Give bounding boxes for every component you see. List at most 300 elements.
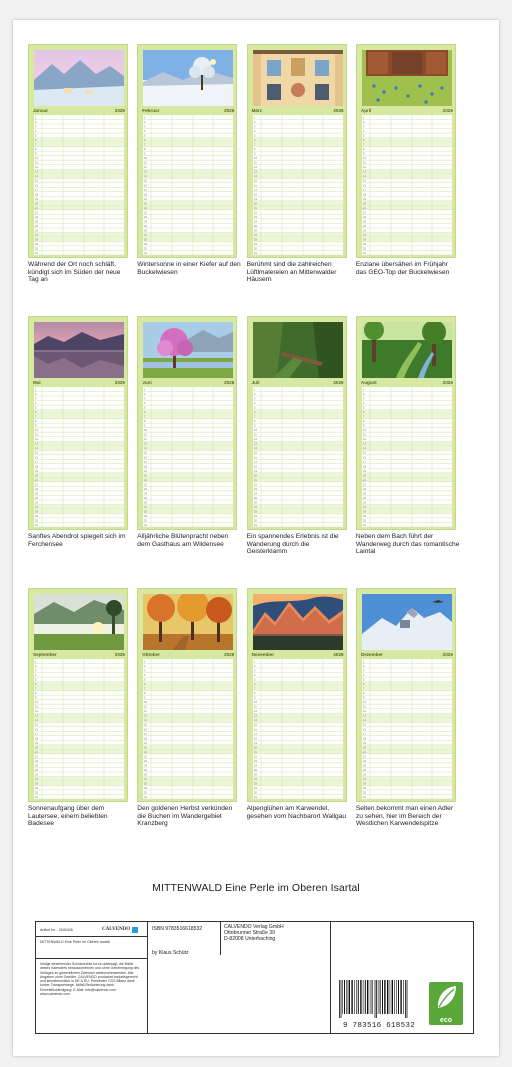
- svg-text:22: 22: [362, 483, 366, 487]
- svg-text:9: 9: [35, 152, 37, 156]
- svg-text:12: 12: [35, 166, 38, 170]
- svg-text:24: 24: [362, 220, 366, 224]
- svg-text:20: 20: [35, 474, 38, 478]
- svg-text:16: 16: [253, 184, 257, 188]
- svg-text:14: 14: [362, 175, 366, 179]
- svg-text:5: 5: [362, 134, 365, 138]
- svg-text:5: 5: [144, 134, 146, 138]
- svg-text:5: 5: [362, 406, 365, 410]
- month-year: 2026: [224, 107, 235, 113]
- svg-text:26: 26: [362, 773, 366, 777]
- svg-text:20: 20: [362, 746, 366, 750]
- svg-text:23: 23: [35, 487, 38, 491]
- svg-text:15: 15: [35, 179, 38, 183]
- svg-text:31: 31: [362, 252, 366, 255]
- day-rows: [362, 387, 452, 527]
- svg-text:19: 19: [253, 197, 257, 201]
- svg-text:18: 18: [362, 193, 366, 197]
- svg-text:14: 14: [35, 447, 38, 451]
- svg-text:28: 28: [253, 510, 257, 514]
- divider: [220, 922, 221, 955]
- svg-text:18: 18: [253, 465, 257, 469]
- month-cell: [28, 316, 128, 588]
- svg-text:2: 2: [35, 393, 37, 397]
- svg-text:9: 9: [35, 424, 37, 428]
- svg-text:25: 25: [144, 224, 148, 228]
- svg-text:6: 6: [253, 411, 256, 415]
- svg-text:26: 26: [253, 773, 257, 777]
- svg-text:20: 20: [35, 202, 38, 206]
- month-photo-image: [143, 322, 233, 378]
- svg-text:31: 31: [35, 252, 38, 255]
- svg-text:23: 23: [362, 487, 366, 491]
- svg-text:22: 22: [362, 755, 366, 759]
- month-year: 2026: [333, 651, 344, 657]
- svg-text:12: 12: [253, 438, 257, 442]
- month-name: Januar: [33, 107, 49, 113]
- svg-text:21: 21: [144, 206, 148, 210]
- svg-text:5: 5: [35, 406, 37, 410]
- svg-text:23: 23: [253, 759, 257, 763]
- svg-text:5: 5: [362, 678, 365, 682]
- svg-text:18: 18: [35, 465, 38, 469]
- svg-text:28: 28: [362, 238, 366, 242]
- svg-text:7: 7: [253, 687, 256, 691]
- svg-text:18: 18: [144, 193, 148, 197]
- divider: [36, 936, 147, 937]
- svg-text:9: 9: [253, 152, 256, 156]
- svg-text:20: 20: [253, 474, 257, 478]
- svg-text:3: 3: [362, 669, 365, 673]
- footer-middle-column: [148, 922, 331, 1033]
- svg-text:6: 6: [362, 139, 365, 143]
- publisher-address: [224, 924, 328, 942]
- svg-text:7: 7: [362, 687, 365, 691]
- svg-text:29: 29: [253, 786, 257, 790]
- svg-text:29: 29: [35, 514, 38, 518]
- svg-text:22: 22: [144, 755, 148, 759]
- svg-text:12: 12: [144, 710, 148, 714]
- svg-text:8: 8: [362, 420, 365, 424]
- svg-text:10: 10: [144, 429, 148, 433]
- publisher-line: Ottobrunner Straße 39: [224, 930, 275, 936]
- day-grid: [34, 115, 124, 255]
- svg-text:6: 6: [362, 683, 365, 687]
- svg-text:13: 13: [35, 170, 38, 174]
- month-photo: [362, 322, 452, 378]
- product-line: MITTENWALD Eine Perle im Oberen Isartal: [40, 940, 110, 944]
- month-photo: [362, 594, 452, 650]
- svg-text:17: 17: [253, 188, 257, 192]
- svg-text:2: 2: [362, 665, 365, 669]
- month-year: 2026: [442, 651, 453, 657]
- svg-text:5: 5: [144, 406, 146, 410]
- svg-text:21: 21: [253, 750, 257, 754]
- svg-text:13: 13: [35, 714, 38, 718]
- footer-panel: [35, 921, 474, 1034]
- svg-text:2: 2: [362, 121, 365, 125]
- legal-text: Infolge bestehender Schutzrechte ist es untersagt, die Bilder dieses Kalenders herauszutrennen und ohne Genehmigung des Verlages zu gewerblichen Zwecken weiterzuverwenden. Alle Angaben ohne Gewähr. CALVENDO produziert bedarfsgerecht und klimafreundlich in DE & EU. Preisindex CO2-Bilanz dank kurzer Transportwege. Abfall-Reduzierung dank Einzelstückfertigung. E-Mail: info@calvendo.com · www.calvendo.com: [40, 962, 140, 997]
- svg-text:20: 20: [362, 474, 366, 478]
- svg-text:27: 27: [144, 505, 148, 509]
- svg-text:31: 31: [362, 796, 366, 799]
- month-photo-image: [362, 594, 452, 650]
- svg-text:24: 24: [144, 492, 148, 496]
- svg-text:22: 22: [253, 211, 257, 215]
- svg-text:26: 26: [144, 773, 148, 777]
- publisher-line: CALVENDO Verlag GmbH: [224, 924, 284, 930]
- svg-text:11: 11: [144, 433, 147, 437]
- day-rows: [143, 659, 233, 799]
- svg-text:26: 26: [362, 501, 366, 505]
- svg-text:16: 16: [144, 728, 148, 732]
- svg-text:2: 2: [362, 393, 365, 397]
- svg-text:28: 28: [253, 238, 257, 242]
- svg-text:22: 22: [253, 483, 257, 487]
- svg-text:9: 9: [362, 152, 365, 156]
- svg-text:27: 27: [362, 777, 366, 781]
- svg-text:12: 12: [362, 710, 366, 714]
- svg-text:2: 2: [35, 121, 37, 125]
- svg-text:24: 24: [35, 220, 38, 224]
- day-rows: [143, 115, 233, 255]
- month-header: [361, 106, 453, 114]
- svg-text:2: 2: [144, 665, 146, 669]
- month-header: [361, 378, 453, 386]
- day-rows: [34, 115, 124, 255]
- svg-text:1: 1: [362, 116, 365, 120]
- svg-text:4: 4: [253, 674, 256, 678]
- svg-text:25: 25: [144, 768, 148, 772]
- month-header: [33, 106, 125, 114]
- svg-text:17: 17: [144, 460, 148, 464]
- svg-text:15: 15: [362, 723, 366, 727]
- svg-text:29: 29: [144, 514, 148, 518]
- svg-text:9: 9: [35, 696, 37, 700]
- svg-text:11: 11: [35, 433, 38, 437]
- svg-text:31: 31: [144, 252, 148, 255]
- svg-text:3: 3: [362, 397, 365, 401]
- svg-text:18: 18: [144, 465, 148, 469]
- svg-text:14: 14: [253, 175, 257, 179]
- svg-text:19: 19: [144, 469, 148, 473]
- month-caption: Sonnenaufgang über dem Lautersee, einem beliebten Badesee: [28, 805, 108, 828]
- svg-text:22: 22: [144, 483, 148, 487]
- month-photo-image: [143, 50, 233, 106]
- svg-text:20: 20: [253, 202, 257, 206]
- svg-text:2: 2: [253, 393, 256, 397]
- month-caption: Den goldenen Herbst verkünden die Buchen im Wandergebiet Kranzberg: [137, 805, 233, 828]
- svg-text:21: 21: [144, 750, 148, 754]
- svg-text:3: 3: [35, 125, 37, 129]
- svg-text:10: 10: [362, 701, 366, 705]
- svg-text:10: 10: [35, 701, 38, 705]
- svg-text:27: 27: [144, 777, 148, 781]
- barcode-bars: [337, 980, 421, 1018]
- svg-text:15: 15: [144, 451, 148, 455]
- svg-text:25: 25: [362, 496, 366, 500]
- month-header: [361, 650, 453, 658]
- svg-text:19: 19: [35, 741, 38, 745]
- svg-text:17: 17: [144, 732, 148, 736]
- svg-text:13: 13: [144, 442, 148, 446]
- month-year: 2026: [333, 107, 344, 113]
- svg-text:30: 30: [35, 247, 38, 251]
- svg-text:26: 26: [253, 229, 257, 233]
- svg-text:13: 13: [144, 714, 148, 718]
- svg-text:4: 4: [362, 402, 365, 406]
- svg-text:1: 1: [362, 388, 365, 392]
- month-year: 2026: [114, 651, 125, 657]
- svg-text:29: 29: [362, 786, 366, 790]
- month-header: [33, 650, 125, 658]
- svg-text:17: 17: [362, 732, 366, 736]
- day-rows: [362, 115, 452, 255]
- publisher-line: D-82008 Unterhaching: [224, 936, 276, 942]
- svg-text:10: 10: [362, 157, 366, 161]
- month-name: April: [360, 107, 372, 113]
- svg-text:7: 7: [144, 143, 146, 147]
- day-grid: [34, 387, 124, 527]
- svg-text:24: 24: [144, 220, 148, 224]
- svg-text:1: 1: [253, 388, 256, 392]
- svg-text:29: 29: [362, 514, 366, 518]
- svg-text:27: 27: [253, 233, 257, 237]
- month-name: Oktober: [142, 651, 160, 657]
- svg-text:10: 10: [253, 157, 257, 161]
- svg-text:12: 12: [362, 438, 366, 442]
- svg-text:6: 6: [144, 139, 146, 143]
- month-card: [356, 588, 456, 802]
- svg-text:29: 29: [144, 786, 148, 790]
- svg-text:28: 28: [35, 238, 38, 242]
- svg-text:27: 27: [144, 233, 148, 237]
- svg-text:2: 2: [35, 665, 37, 669]
- svg-text:15: 15: [144, 723, 148, 727]
- month-caption: Neben dem Bach führt der Wanderweg durch das romantische Laintal: [355, 533, 460, 556]
- month-photo-image: [253, 594, 343, 650]
- svg-text:7: 7: [35, 687, 37, 691]
- svg-text:21: 21: [362, 206, 366, 210]
- month-name: Juni: [142, 379, 152, 385]
- month-card: [247, 588, 347, 802]
- month-header: [252, 378, 344, 386]
- month-caption: Selten bekommt man einen Adler zu sehen, hier im Bereich der Westlichen Karwendelspitze: [355, 805, 454, 828]
- svg-text:22: 22: [35, 211, 38, 215]
- svg-text:23: 23: [35, 215, 38, 219]
- svg-text:20: 20: [144, 202, 148, 206]
- month-cell: [247, 44, 347, 316]
- month-card: [137, 44, 237, 258]
- month-cell: [137, 316, 237, 588]
- svg-text:24: 24: [362, 764, 366, 768]
- month-name: Mai: [33, 379, 41, 385]
- month-photo: [34, 50, 124, 106]
- svg-text:7: 7: [362, 415, 365, 419]
- month-header: [252, 106, 344, 114]
- article-label: Artikel-Nr.: [40, 928, 56, 932]
- svg-text:8: 8: [253, 420, 256, 424]
- month-year: 2026: [224, 379, 235, 385]
- svg-text:8: 8: [144, 420, 146, 424]
- svg-text:15: 15: [35, 451, 38, 455]
- day-rows: [253, 115, 343, 255]
- svg-text:30: 30: [144, 519, 148, 523]
- svg-text:12: 12: [35, 438, 38, 442]
- svg-text:23: 23: [144, 215, 148, 219]
- svg-text:20: 20: [362, 202, 366, 206]
- svg-text:4: 4: [362, 130, 365, 134]
- svg-text:12: 12: [144, 438, 148, 442]
- svg-text:19: 19: [35, 469, 38, 473]
- svg-text:28: 28: [362, 782, 366, 786]
- day-grid: [362, 659, 452, 799]
- svg-text:13: 13: [362, 714, 366, 718]
- svg-text:9: 9: [253, 696, 256, 700]
- svg-text:14: 14: [253, 719, 257, 723]
- svg-text:24: 24: [362, 492, 366, 496]
- month-name: Dezember: [360, 651, 383, 657]
- svg-text:26: 26: [144, 501, 148, 505]
- svg-text:21: 21: [35, 478, 38, 482]
- svg-text:16: 16: [362, 728, 366, 732]
- svg-text:19: 19: [362, 469, 366, 473]
- svg-text:24: 24: [253, 220, 257, 224]
- month-header: [142, 650, 234, 658]
- svg-text:18: 18: [253, 193, 257, 197]
- svg-text:1: 1: [35, 388, 37, 392]
- svg-text:11: 11: [362, 705, 366, 709]
- svg-text:25: 25: [35, 224, 38, 228]
- svg-text:7: 7: [35, 143, 37, 147]
- month-photo-image: [34, 594, 124, 650]
- month-caption: Berühmt sind die zahlreichen Lüftlmalereien an Mittenwalder Häusern: [246, 261, 337, 284]
- day-grid: [362, 115, 452, 255]
- svg-text:4: 4: [362, 674, 365, 678]
- svg-text:1: 1: [144, 660, 146, 664]
- month-name: September: [33, 651, 57, 657]
- svg-text:20: 20: [144, 746, 148, 750]
- svg-text:27: 27: [35, 233, 38, 237]
- svg-text:14: 14: [253, 447, 257, 451]
- month-name: Juli: [251, 379, 260, 385]
- month-year: 2026: [224, 651, 235, 657]
- svg-text:28: 28: [35, 782, 38, 786]
- svg-text:25: 25: [362, 768, 366, 772]
- svg-text:15: 15: [253, 451, 257, 455]
- svg-text:10: 10: [362, 429, 366, 433]
- svg-text:3: 3: [253, 669, 256, 673]
- svg-text:7: 7: [144, 687, 146, 691]
- svg-text:3: 3: [144, 669, 146, 673]
- svg-text:18: 18: [144, 737, 148, 741]
- svg-text:30: 30: [253, 519, 257, 523]
- svg-text:13: 13: [362, 170, 366, 174]
- svg-text:13: 13: [144, 170, 148, 174]
- svg-text:29: 29: [253, 514, 257, 518]
- svg-text:22: 22: [144, 211, 148, 215]
- day-rows: [253, 387, 343, 527]
- svg-text:15: 15: [253, 179, 257, 183]
- svg-text:20: 20: [253, 746, 257, 750]
- svg-text:29: 29: [35, 242, 38, 246]
- svg-text:4: 4: [35, 402, 37, 406]
- svg-text:25: 25: [362, 224, 366, 228]
- svg-text:11: 11: [253, 433, 257, 437]
- svg-text:28: 28: [35, 510, 38, 514]
- leaf-icon: [429, 982, 463, 1012]
- svg-text:8: 8: [144, 692, 146, 696]
- svg-text:8: 8: [253, 148, 256, 152]
- month-photo: [253, 50, 343, 106]
- barcode: [337, 980, 421, 1030]
- month-photo: [253, 322, 343, 378]
- svg-text:31: 31: [253, 252, 257, 255]
- svg-text:12: 12: [362, 166, 366, 170]
- month-cell: [28, 44, 128, 316]
- month-photo: [143, 50, 233, 106]
- svg-text:16: 16: [35, 184, 38, 188]
- svg-text:12: 12: [253, 166, 257, 170]
- svg-text:28: 28: [144, 238, 148, 242]
- day-rows: [143, 387, 233, 527]
- month-photo: [143, 322, 233, 378]
- svg-text:31: 31: [144, 524, 148, 527]
- svg-text:6: 6: [35, 139, 37, 143]
- svg-text:13: 13: [253, 714, 257, 718]
- svg-text:5: 5: [253, 678, 256, 682]
- svg-text:25: 25: [253, 224, 257, 228]
- month-photo: [34, 594, 124, 650]
- month-header: [252, 650, 344, 658]
- month-photo: [253, 594, 343, 650]
- day-grid: [143, 387, 233, 527]
- month-card: [356, 44, 456, 258]
- svg-text:17: 17: [253, 732, 257, 736]
- svg-text:8: 8: [35, 148, 37, 152]
- month-caption: Alljährliche Blütenpracht neben dem Gasthaus am Wildensee: [137, 533, 229, 548]
- month-year: 2026: [333, 379, 344, 385]
- svg-text:6: 6: [144, 411, 146, 415]
- month-year: 2026: [442, 379, 453, 385]
- svg-text:13: 13: [362, 442, 366, 446]
- svg-text:26: 26: [35, 501, 38, 505]
- month-header: [142, 378, 234, 386]
- svg-text:11: 11: [144, 161, 147, 165]
- svg-text:23: 23: [144, 487, 148, 491]
- svg-text:6: 6: [253, 139, 256, 143]
- svg-text:7: 7: [362, 143, 365, 147]
- svg-text:15: 15: [362, 179, 366, 183]
- svg-text:19: 19: [253, 469, 257, 473]
- svg-text:28: 28: [144, 782, 148, 786]
- svg-text:17: 17: [35, 460, 38, 464]
- svg-text:17: 17: [253, 460, 257, 464]
- svg-text:18: 18: [35, 737, 38, 741]
- day-rows: [253, 659, 343, 799]
- svg-text:6: 6: [253, 683, 256, 687]
- month-photo-image: [253, 50, 343, 106]
- svg-text:21: 21: [362, 478, 366, 482]
- svg-text:15: 15: [362, 451, 366, 455]
- svg-text:17: 17: [362, 188, 366, 192]
- svg-text:27: 27: [253, 505, 257, 509]
- svg-text:6: 6: [144, 683, 146, 687]
- month-card: [137, 316, 237, 530]
- isbn-text: ISBN 9783516618532: [152, 926, 203, 932]
- svg-text:21: 21: [253, 206, 257, 210]
- svg-text:1: 1: [35, 660, 37, 664]
